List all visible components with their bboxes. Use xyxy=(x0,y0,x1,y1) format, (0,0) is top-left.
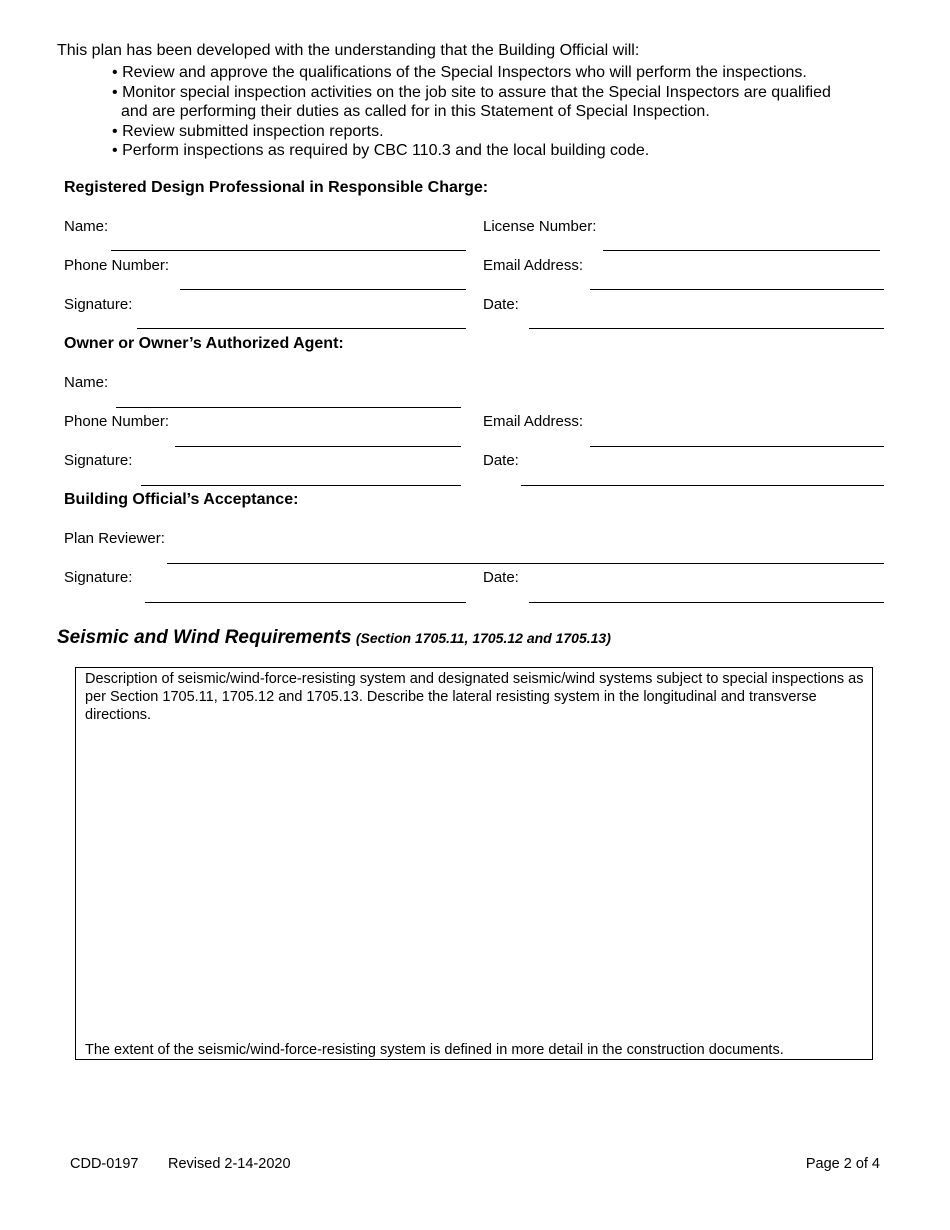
plan-reviewer-field[interactable] xyxy=(167,563,884,564)
bullet-item: • Review and approve the qualifications of the Special Inspectors who will perform the inspections. xyxy=(112,64,807,81)
rdp-license-field[interactable] xyxy=(603,250,880,251)
rdp-email-label: Email Address: xyxy=(483,257,584,274)
rdp-phone-label: Phone Number: xyxy=(64,257,170,274)
bullet-item: • Monitor special inspection activities on the job site to assure that the Special Inspectors are qualified xyxy=(112,84,831,101)
rdp-heading: Registered Design Professional in Responsible Charge: xyxy=(64,179,489,196)
bullet-glyph: • xyxy=(112,84,118,101)
bullet-glyph: • xyxy=(112,64,118,81)
seismic-title: Seismic and Wind Requirements xyxy=(57,627,352,648)
page-number: Page 2 of 4 xyxy=(805,1156,880,1172)
owner-email-label: Email Address: xyxy=(483,413,584,430)
plan-reviewer-label: Plan Reviewer: xyxy=(64,530,165,547)
rdp-email-field[interactable] xyxy=(590,289,884,290)
bullet-glyph: • xyxy=(112,123,118,140)
rdp-date-field[interactable] xyxy=(529,328,884,329)
seismic-section-title xyxy=(57,627,611,649)
owner-name-field[interactable] xyxy=(116,407,461,408)
rdp-date-label: Date: xyxy=(483,296,519,313)
rdp-signature-label: Signature: xyxy=(64,296,133,313)
official-heading: Building Official’s Acceptance: xyxy=(64,491,299,508)
official-signature-field[interactable] xyxy=(145,602,466,603)
seismic-description: Description of seismic/wind-force-resisting system and designated seismic/wind systems subject to special inspections as per Section 1705.11, 1705.12 and 1705.13. Describe the lateral resisting system in the longitudinal and transverse directions. xyxy=(85,671,864,723)
owner-signature-label: Signature: xyxy=(64,452,133,469)
rdp-name-label: Name: xyxy=(64,218,109,235)
owner-date-label: Date: xyxy=(483,452,519,469)
official-date-label: Date: xyxy=(483,569,519,586)
bullet-item: • Perform inspections as required by CBC 110.3 and the local building code. xyxy=(112,142,650,159)
rdp-signature-field[interactable] xyxy=(137,328,466,329)
bullet-continuation: and are performing their duties as called for in this Statement of Special Inspection. xyxy=(121,103,710,120)
bullet-item: • Review submitted inspection reports. xyxy=(112,123,384,140)
owner-heading: Owner or Owner’s Authorized Agent: xyxy=(64,335,344,352)
form-number: CDD-0197 xyxy=(70,1156,139,1172)
rdp-phone-field[interactable] xyxy=(180,289,466,290)
owner-phone-label: Phone Number: xyxy=(64,413,170,430)
rdp-name-field[interactable] xyxy=(111,250,466,251)
seismic-subtitle: (Section 1705.11, 1705.12 and 1705.13) xyxy=(355,630,611,646)
bullet-glyph: • xyxy=(112,142,118,159)
owner-date-field[interactable] xyxy=(521,485,884,486)
official-signature-label: Signature: xyxy=(64,569,133,586)
owner-name-label: Name: xyxy=(64,374,109,391)
owner-phone-field[interactable] xyxy=(175,446,461,447)
seismic-footer-note: The extent of the seismic/wind-force-resisting system is defined in more detail in the construction documents. xyxy=(85,1042,784,1058)
owner-signature-field[interactable] xyxy=(141,485,461,486)
rdp-license-label: License Number: xyxy=(483,218,597,235)
owner-email-field[interactable] xyxy=(590,446,884,447)
intro-text: This plan has been developed with the understanding that the Building Official will: xyxy=(57,42,640,59)
seismic-description-box[interactable] xyxy=(75,667,873,1060)
revised-date: Revised 2-14-2020 xyxy=(168,1156,291,1172)
official-date-field[interactable] xyxy=(529,602,884,603)
